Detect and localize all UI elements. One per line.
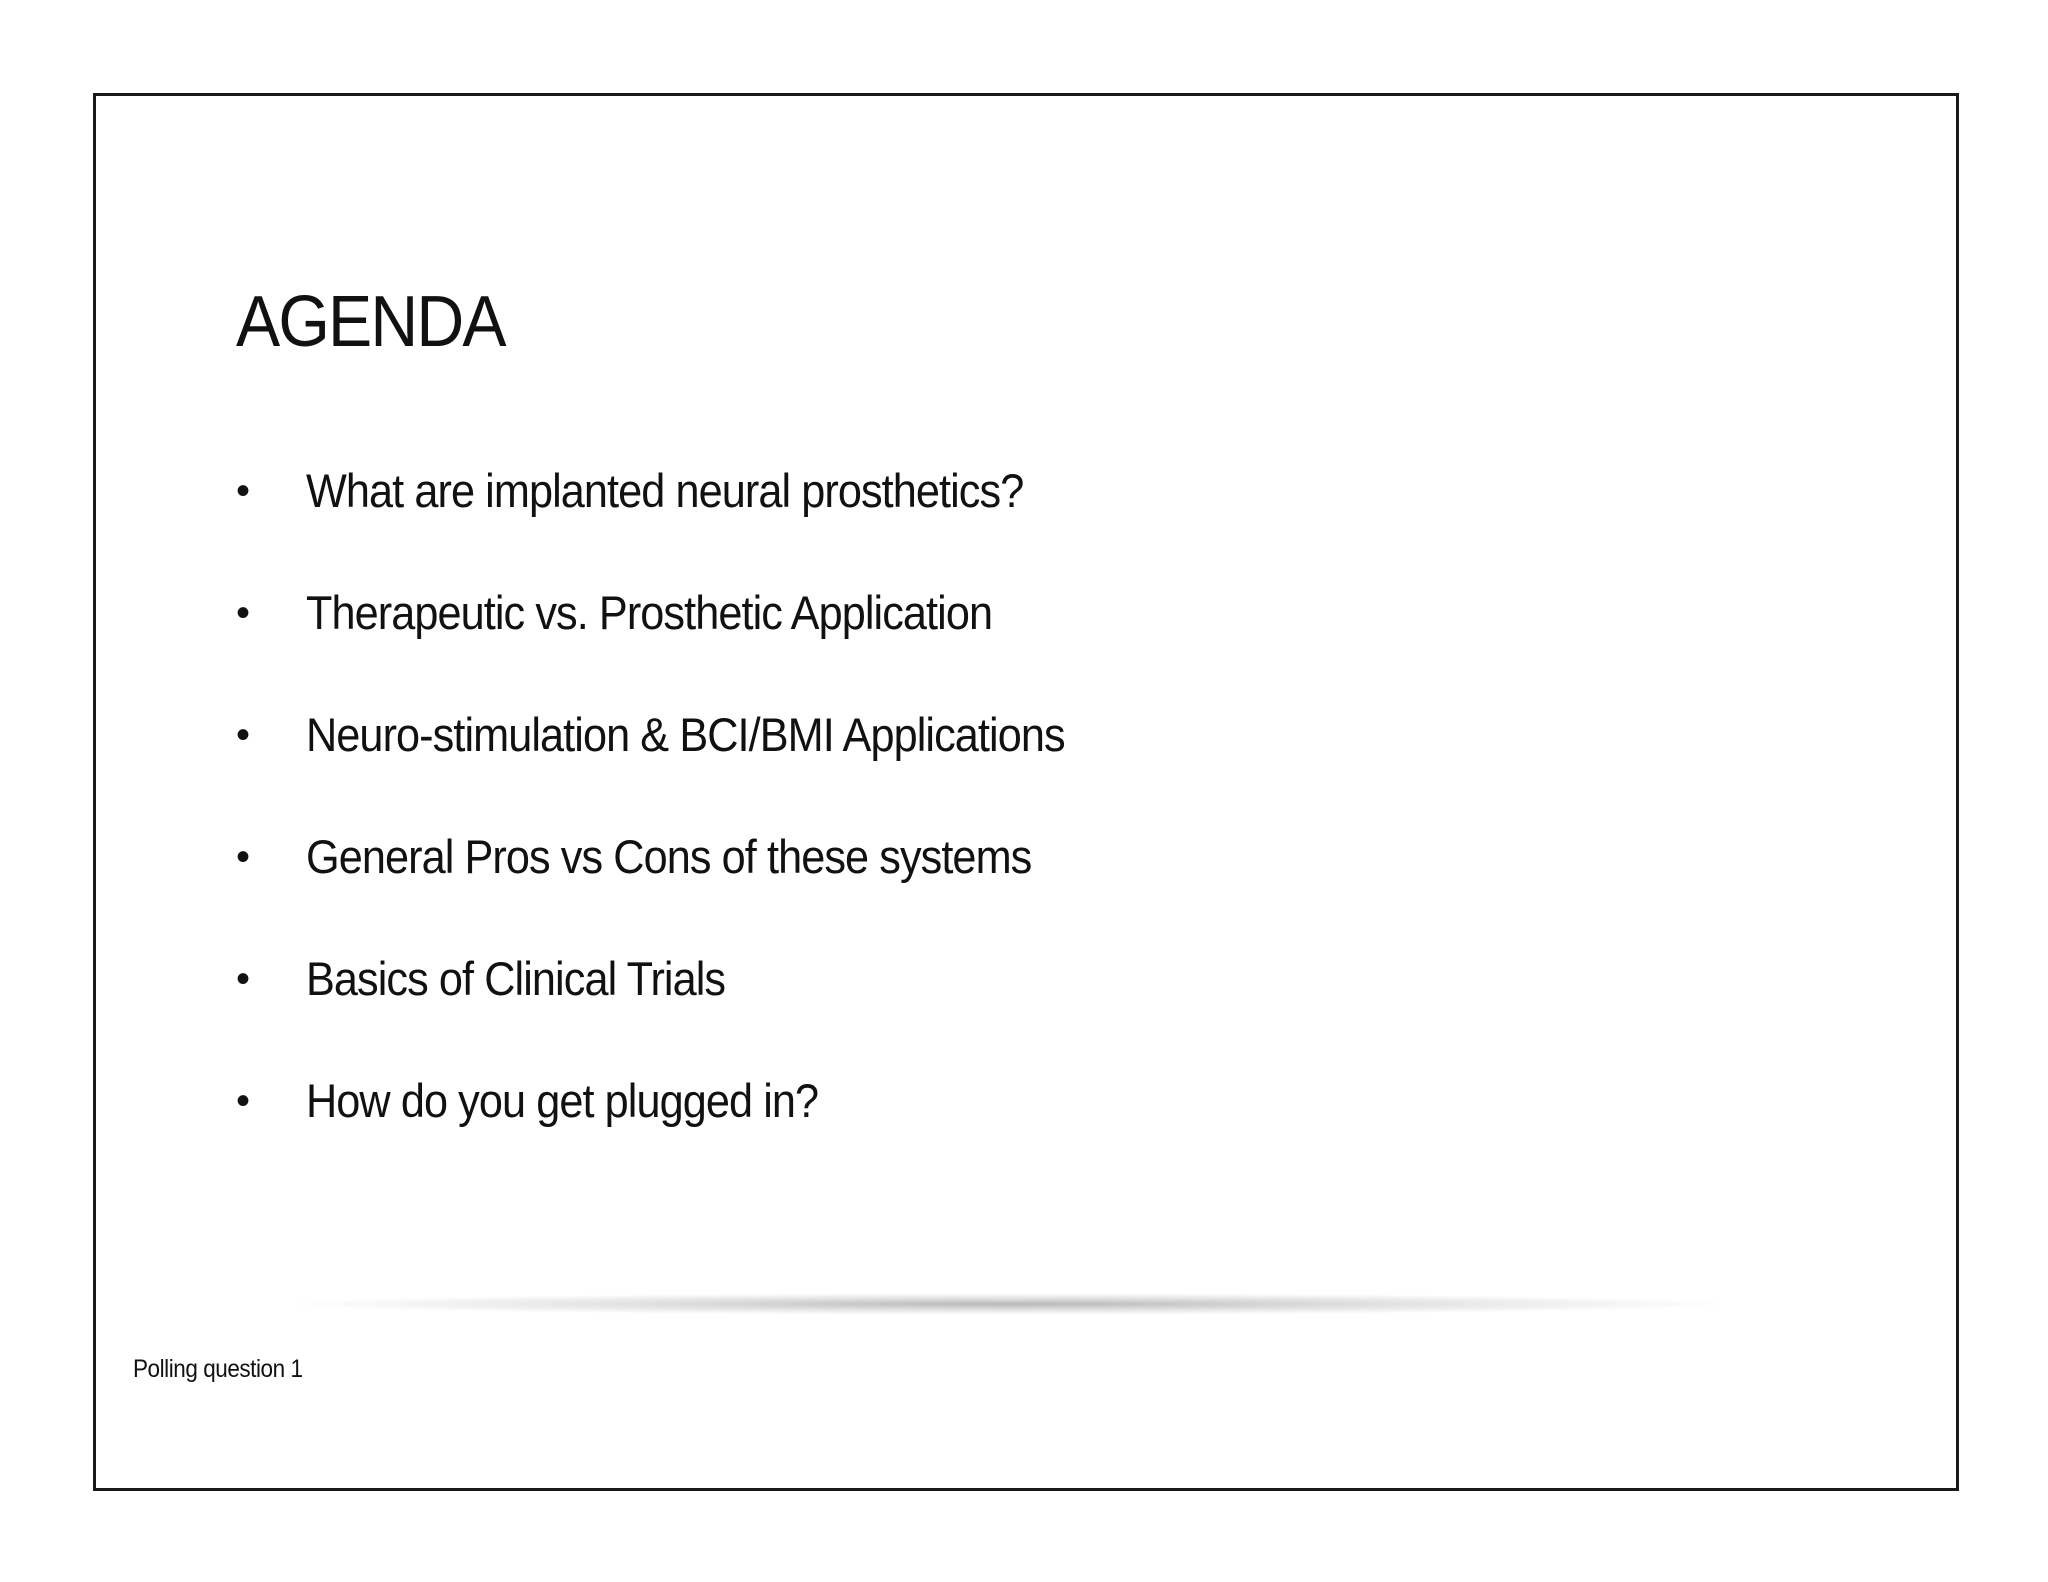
- bullet-icon: •: [236, 1079, 251, 1123]
- slide-title: AGENDA: [236, 282, 505, 362]
- agenda-item-text: Therapeutic vs. Prosthetic Application: [306, 586, 993, 639]
- agenda-item-text: Basics of Clinical Trials: [306, 952, 726, 1005]
- agenda-item-text: General Pros vs Cons of these systems: [306, 830, 1032, 883]
- bullet-icon: •: [236, 957, 251, 1001]
- bullet-icon: •: [236, 835, 251, 879]
- agenda-item-text: How do you get plugged in?: [306, 1074, 819, 1127]
- agenda-item-text: What are implanted neural prosthetics?: [306, 464, 1024, 517]
- bullet-icon: •: [236, 713, 251, 757]
- divider-shadow: [280, 1293, 1740, 1315]
- bullet-icon: •: [236, 591, 251, 635]
- bullet-icon: •: [236, 469, 251, 513]
- footer-note: Polling question 1: [133, 1355, 303, 1383]
- agenda-item-text: Neuro-stimulation & BCI/BMI Applications: [306, 708, 1065, 761]
